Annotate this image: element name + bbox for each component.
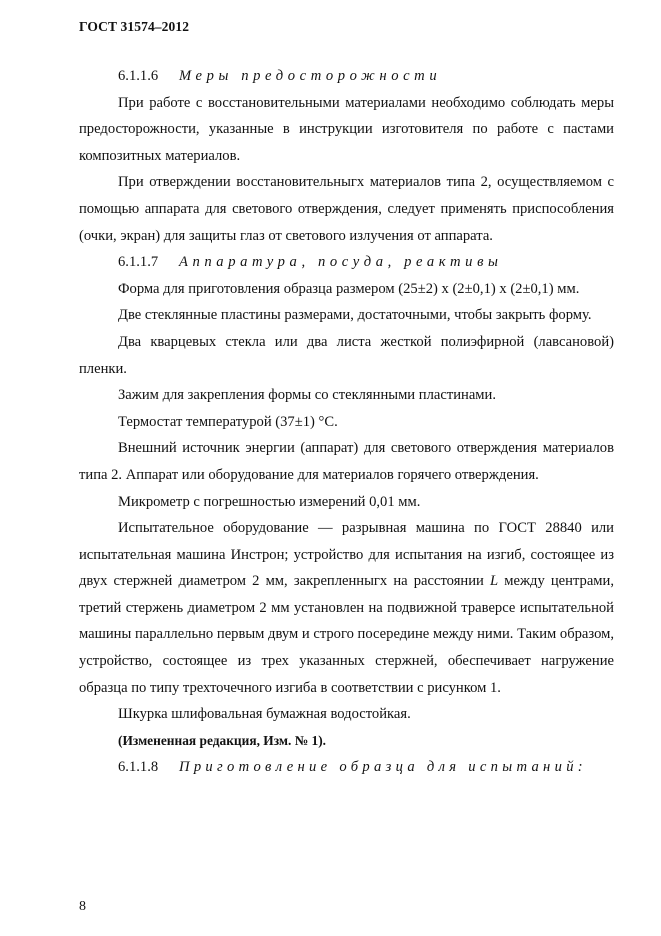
paragraph-text: Испытательное оборудование — разрывная машина по ГОСТ 28840 или испытательная машина Инстрон; устройство для испытания на изгиб, состоящее из двух стержней диаметром 2 мм, закрепленныгх на расстоянии xyxy=(79,520,614,590)
paragraph: Внешний источник энергии (аппарат) для светового отверждения материалов типа 2. Аппарат или оборудование для материалов горячего отверждения. xyxy=(79,440,614,483)
paragraph: Микрометр с погрешностью измерений 0,01 мм. xyxy=(118,493,421,510)
paragraph: Два кварцевых стекла или два листа жесткой полиэфирной (лавсановой) пленки. xyxy=(79,333,614,377)
paragraph: Форма для приготовления образца размером (25±2) х (2±0,1) х (2±0,1) мм. xyxy=(118,280,580,297)
section-title: Приготовление образца для испытаний: xyxy=(179,759,587,776)
amendment-note xyxy=(79,728,614,755)
paragraph: Зажим для закрепления формы со стеклянными пластинами. xyxy=(118,387,496,404)
amendment-note-text: (Измененная редакция, Изм. № 1). xyxy=(118,732,327,748)
paragraph-text: между центрами, третий стержень диаметром 2 мм установлен на подвижной траверсе испытательной машины параллельно первым двум и строго посередине между ними. Таким образом, устройство, состоящее из трех указанных стержней, обеспечивает нагружение образца по типу трехточечного изгиба в соответствии с рисунком 1. xyxy=(79,573,614,696)
section-number: 6.1.1.7 xyxy=(118,254,159,271)
document-body xyxy=(79,63,614,781)
section-title: Аппаратура, посуда, реактивы xyxy=(179,254,503,271)
variable-l: L xyxy=(489,573,499,590)
paragraph: При отверждении восстановительныгх материалов типа 2, осуществляемом с помощью аппарата для светового отверждения, следует применять приспособления (очки, экран) для защиты глаз от светового излучения от аппарата. xyxy=(79,174,614,244)
paragraph: Две стеклянные пластины размерами, достаточными, чтобы закрыть форму. xyxy=(118,307,592,324)
section-heading-6-1-1-8 xyxy=(79,754,614,781)
section-heading-6-1-1-7 xyxy=(79,249,614,276)
paragraph: Шкурка шлифовальная бумажная водостойкая. xyxy=(118,706,411,723)
section-number: 6.1.1.6 xyxy=(118,68,159,84)
section-title: Меры предосторожности xyxy=(179,68,442,84)
document-header: ГОСТ 31574–2012 xyxy=(79,19,190,34)
paragraph-equipment xyxy=(79,515,614,701)
section-heading-6-1-1-6 xyxy=(79,63,614,90)
paragraph: При работе с восстановительными материалами необходимо соблюдать меры предосторожности, указанные в инструкции изготовителя по работе с пастами композитных материалов. xyxy=(79,94,614,164)
paragraph: Термостат температурой (37±1) °С. xyxy=(118,413,338,430)
page-number: 8 xyxy=(79,899,86,914)
section-number: 6.1.1.8 xyxy=(118,759,159,776)
